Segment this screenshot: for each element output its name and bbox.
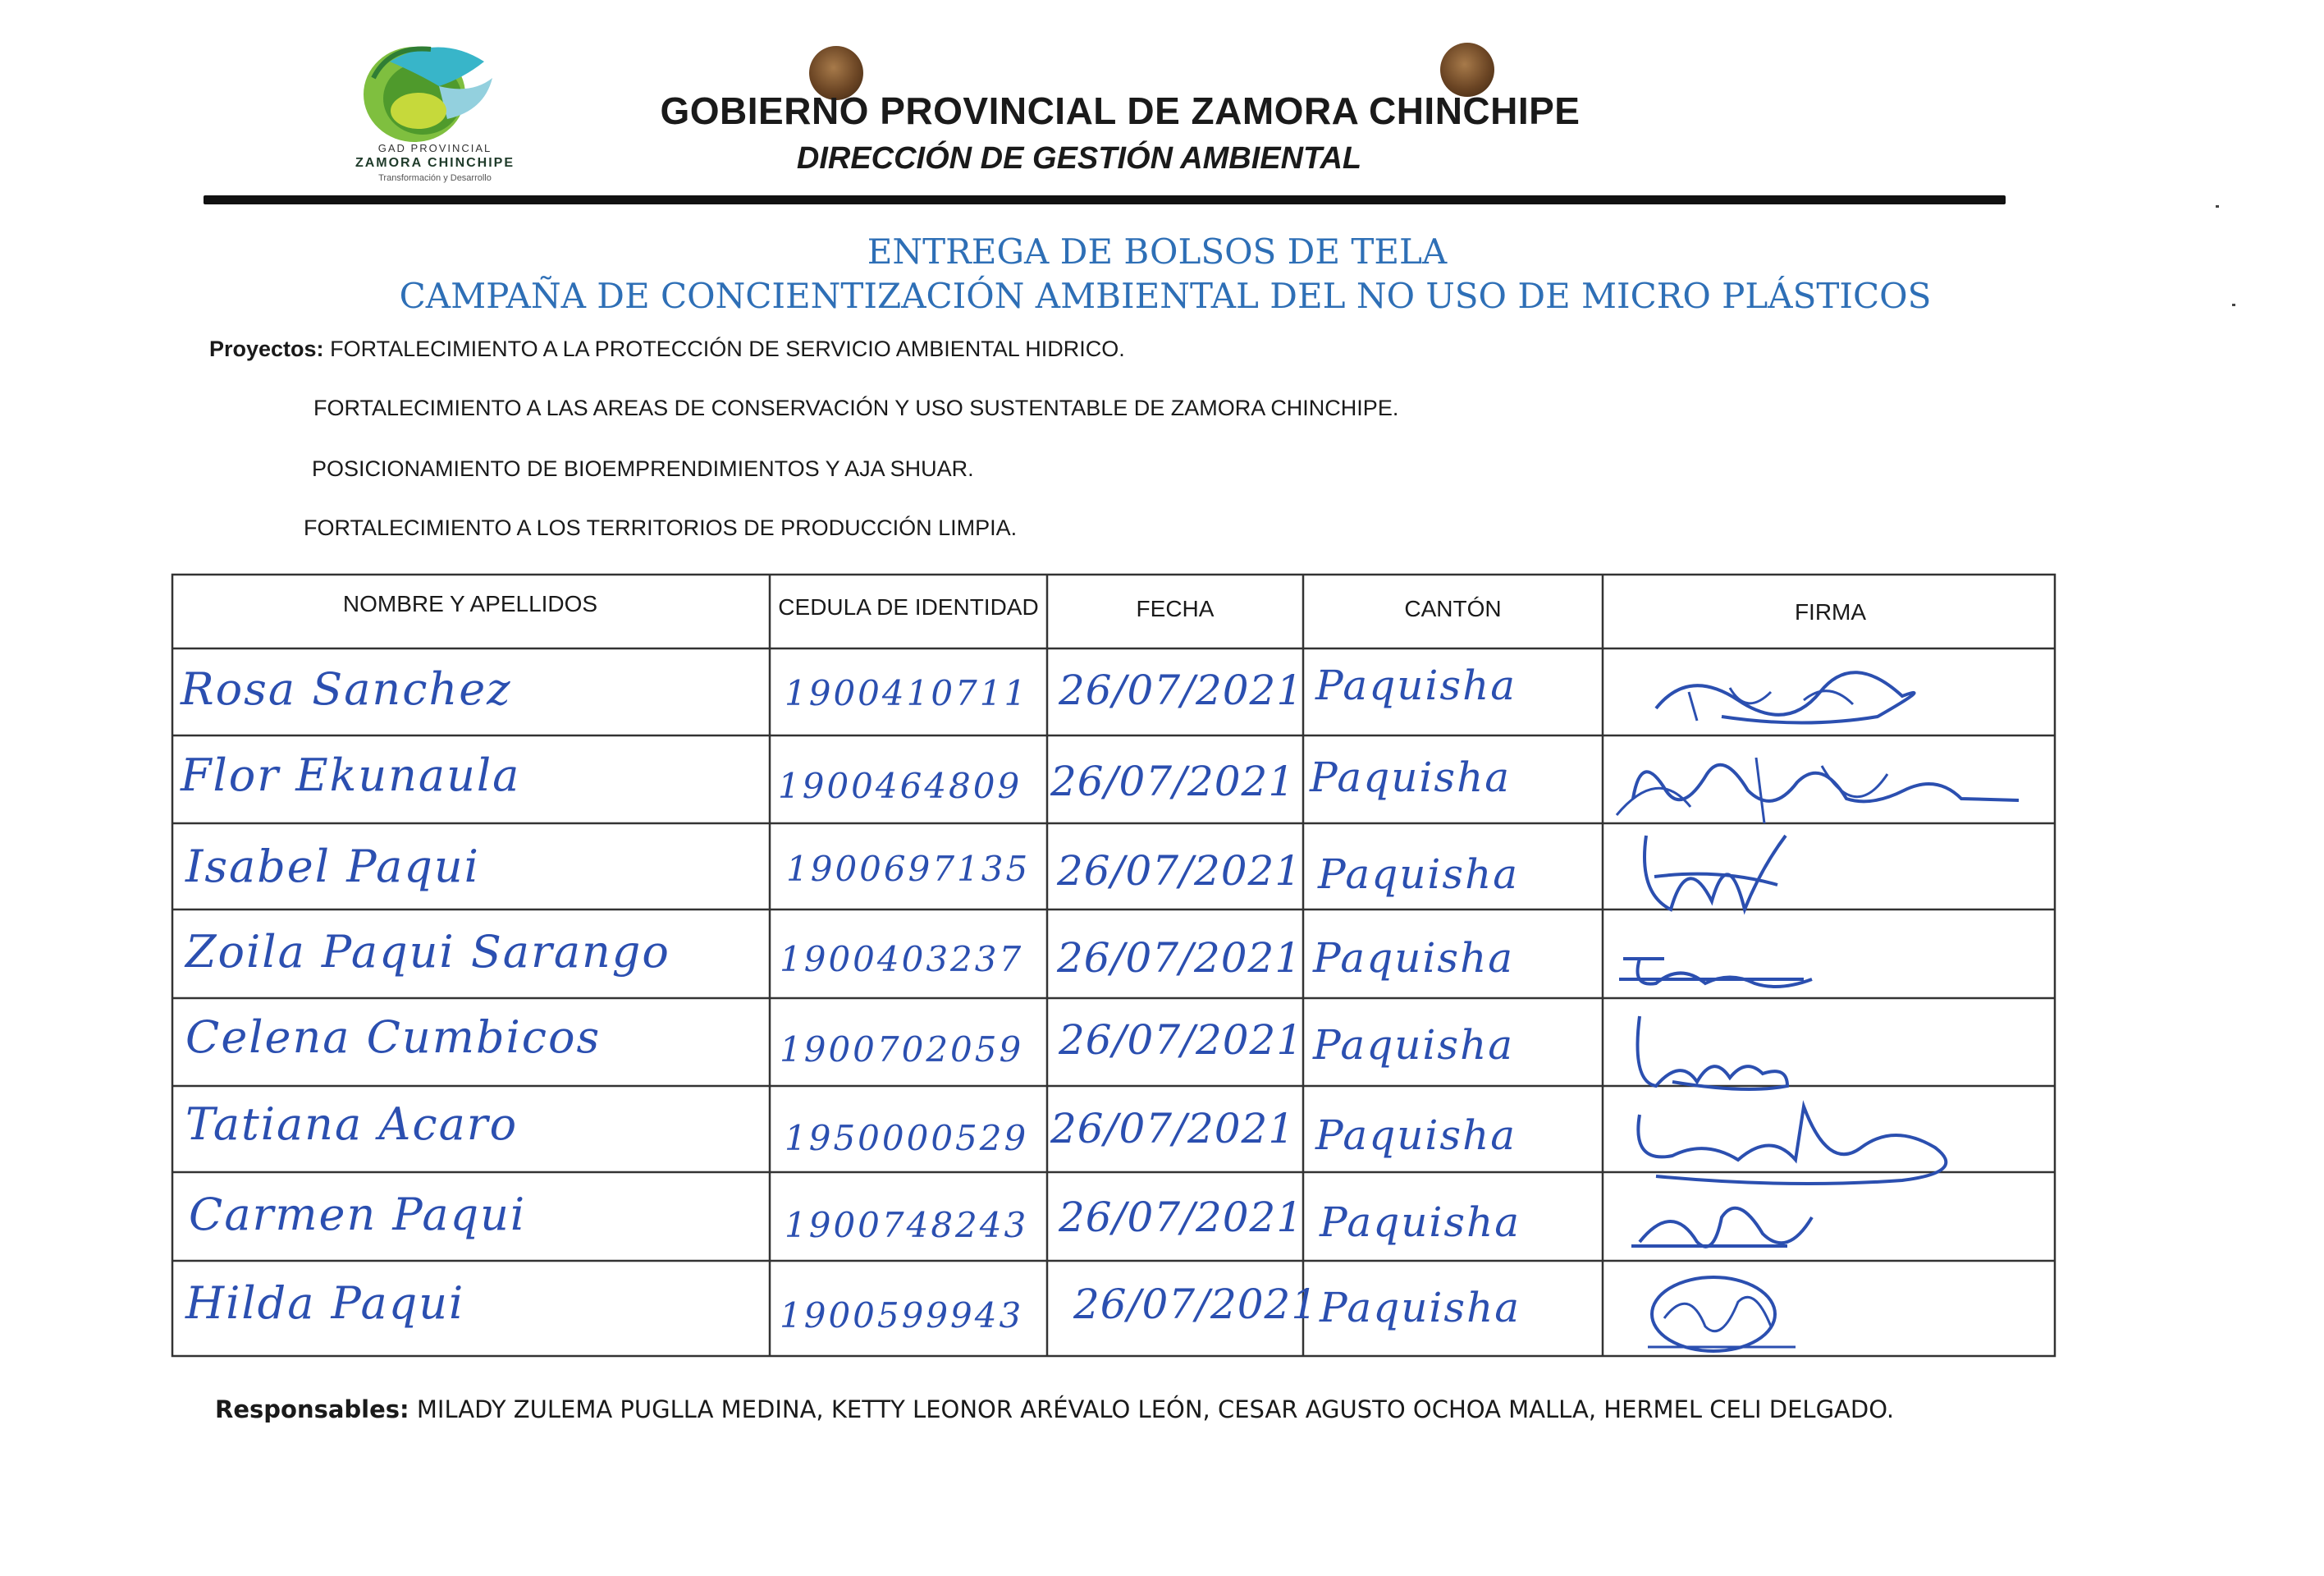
header-nombre: NOMBRE Y APELLIDOS (342, 591, 598, 616)
signature-4 (1615, 946, 1828, 996)
signature-3 (1622, 819, 1802, 926)
row-1-name: Rosa Sanchez (181, 663, 512, 715)
scan-speck (2232, 304, 2235, 306)
row-7-fecha: 26/07/2021 (1059, 1193, 1304, 1241)
project-item: FORTALECIMIENTO A LAS AREAS DE CONSERVACIÓN Y USO SUSTENTABLE DE ZAMORA CHINCHIPE. (313, 396, 1399, 420)
scan-speck (2216, 205, 2219, 208)
signature-6 (1623, 1098, 1968, 1189)
row-1-fecha: 26/07/2021 (1059, 667, 1304, 714)
signature-1 (1640, 667, 2017, 733)
row-6-name: Tatiana Acaro (185, 1098, 519, 1150)
organization-title: GOBIERNO PROVINCIAL DE ZAMORA CHINCHIPE (660, 89, 1581, 132)
row-8-fecha: 26/07/2021 (1073, 1280, 1319, 1328)
row-8-name: Hilda Paqui (185, 1277, 465, 1329)
projects-first-line (209, 337, 1125, 362)
row-8-canton: Paquisha (1320, 1284, 1521, 1331)
project-item: POSICIONAMIENTO DE BIOEMPRENDIMIENTOS Y AJA SHUAR. (312, 456, 974, 481)
signature-7 (1623, 1184, 1820, 1267)
header-canton: CANTÓN (1404, 596, 1502, 621)
row-2-name: Flor Ekunaula (181, 749, 521, 801)
responsables-label: Responsables: (215, 1395, 409, 1423)
row-6-cedula: 1950000529 (785, 1118, 1029, 1158)
row-3-cedula: 1900697135 (786, 849, 1031, 889)
row-6-canton: Paquisha (1315, 1111, 1517, 1159)
signature-2 (1608, 741, 2052, 832)
signature-8 (1631, 1269, 1812, 1359)
responsables-names: MILADY ZULEMA PUGLLA MEDINA, KETTY LEONOR ARÉVALO LEÓN, CESAR AGUSTO OCHOA MALLA, HERMEL CELI DELGADO. (416, 1395, 1895, 1423)
header-divider (204, 195, 2006, 204)
row-8-cedula: 1900599943 (780, 1295, 1024, 1335)
row-1-cedula: 1900410711 (785, 673, 1029, 713)
header-firma: FIRMA (1794, 599, 1867, 625)
campaign-title-1: ENTREGA DE BOLSOS DE TELA (867, 231, 1448, 272)
projects-label: Proyectos: (209, 337, 324, 361)
row-7-name: Carmen Paqui (189, 1189, 527, 1240)
row-4-name: Zoila Paqui Sarango (185, 926, 670, 978)
campaign-title-2: CAMPAÑA DE CONCIENTIZACIÓN AMBIENTAL DEL NO USO DE MICRO PLÁSTICOS (399, 276, 1932, 316)
row-3-canton: Paquisha (1318, 850, 1520, 898)
row-2-canton: Paquisha (1310, 754, 1512, 801)
leaf-logo-icon (341, 29, 529, 152)
row-7-canton: Paquisha (1320, 1198, 1521, 1246)
row-5-name: Celena Cumbicos (185, 1011, 602, 1063)
header-fecha: FECHA (1136, 596, 1215, 621)
department-title: DIRECCIÓN DE GESTIÓN AMBIENTAL (796, 141, 1362, 176)
row-2-cedula: 1900464809 (778, 766, 1022, 806)
responsables-line (215, 1395, 1894, 1423)
header-cedula: CEDULA DE IDENTIDAD (778, 594, 1039, 620)
row-4-cedula: 1900403237 (780, 939, 1024, 979)
project-item: FORTALECIMIENTO A LOS TERRITORIOS DE PRODUCCIÓN LIMPIA. (304, 515, 1018, 540)
logo-caption (332, 141, 538, 186)
row-4-canton: Paquisha (1313, 934, 1515, 982)
project-item: FORTALECIMIENTO A LA PROTECCIÓN DE SERVICIO AMBIENTAL HIDRICO. (330, 337, 1125, 361)
row-1-canton: Paquisha (1315, 662, 1517, 709)
signature-5 (1623, 1008, 1804, 1098)
row-5-fecha: 26/07/2021 (1059, 1016, 1304, 1064)
row-4-fecha: 26/07/2021 (1057, 934, 1302, 982)
delivery-table (171, 573, 2058, 1359)
row-2-fecha: 26/07/2021 (1050, 758, 1296, 805)
row-3-fecha: 26/07/2021 (1057, 847, 1302, 895)
row-7-cedula: 1900748243 (785, 1205, 1029, 1245)
row-3-name: Isabel Paqui (185, 841, 480, 892)
row-6-fecha: 26/07/2021 (1050, 1105, 1296, 1152)
logo-line-1: GAD PROVINCIAL (377, 142, 492, 154)
logo-line-3: Transformación y Desarrollo (378, 173, 492, 183)
logo-line-2: ZAMORA CHINCHIPE (355, 156, 515, 170)
row-5-canton: Paquisha (1313, 1021, 1515, 1069)
row-5-cedula: 1900702059 (780, 1029, 1024, 1070)
